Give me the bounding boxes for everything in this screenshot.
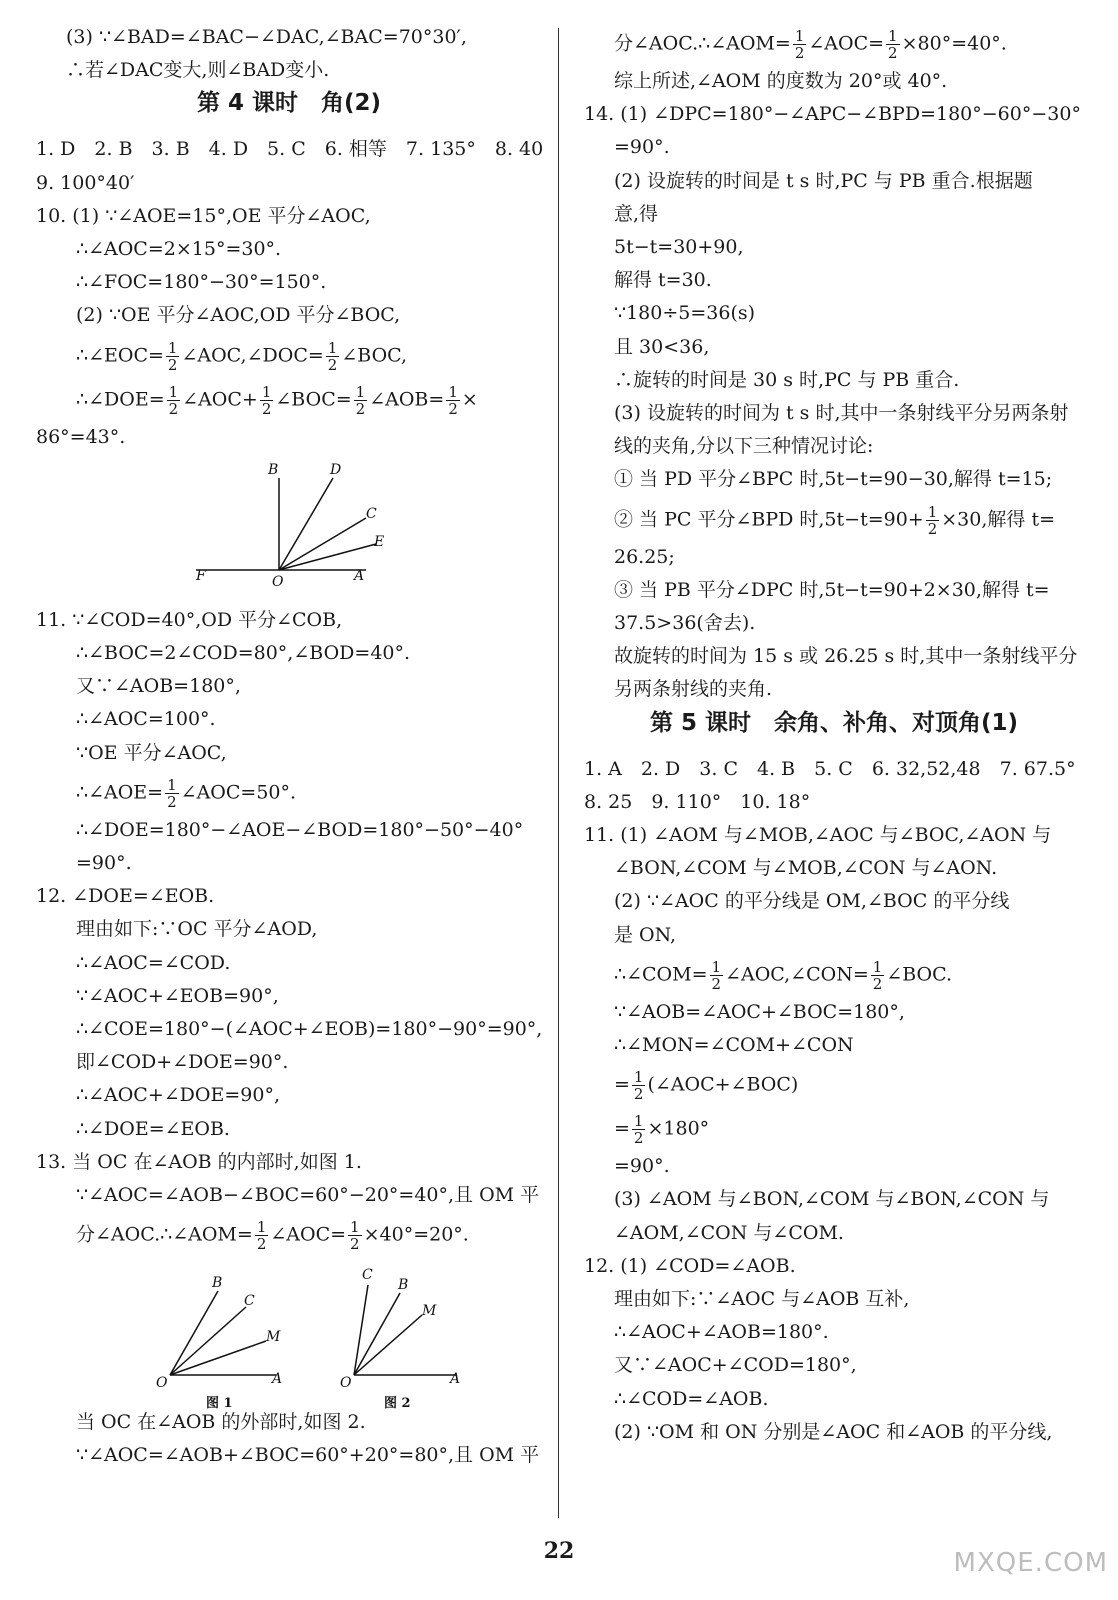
text-line: ∵OE 平分∠AOC,	[76, 741, 227, 764]
formula-line: ∴∠DOE= $\frac{1}{2}$ ∠AOC+ $\frac{1}{2}$ ∠BOC= $\frac{1}{2}$ ∠AOB= $\frac{1}{2}$ ×	[76, 382, 478, 418]
text-line: 13. 当 OC 在∠AOB 的内部时,如图 1.	[36, 1150, 362, 1173]
fraction: $\frac{1}{2}$	[927, 502, 938, 538]
text-line: (2) 设旋转的时间是 t s 时,PC 与 PB 重合.根据题	[614, 169, 1033, 192]
label-D: D	[330, 461, 342, 478]
text-line: ∴∠COE=180°−(∠AOC+∠EOB)=180°−90°=90°,	[76, 1018, 543, 1040]
fraction: $\frac{1}{2}$	[168, 382, 179, 418]
text-line: ∵180÷5=36(s)	[614, 302, 756, 325]
fraction: $\frac{1}{2}$	[872, 957, 883, 993]
text-line: 37.5>36(舍去).	[614, 612, 756, 634]
angle-figure-q10	[36, 456, 542, 586]
text-line: ∴∠AOC+∠AOB=180°.	[614, 1321, 829, 1344]
text-line: ∴若∠DAC变大,则∠BAD变小.	[66, 59, 330, 82]
text-line: ∴∠MON=∠COM+∠CON	[614, 1034, 854, 1056]
text-line: =90°.	[614, 136, 670, 159]
text-line: 14. (1) ∠DPC=180°−∠APC−∠BPD=180°−60°−30°	[584, 103, 1081, 126]
fraction: $\frac{1}{2}$	[355, 382, 366, 418]
fraction: $\frac{1}{2}$	[711, 957, 722, 993]
formula-line: 分∠AOC.∴∠AOM= $\frac{1}{2}$ ∠AOC= $\frac{1}{2}$ ×80°=40°.	[614, 27, 1007, 62]
text-line: ∴旋转的时间是 30 s 时,PC 与 PB 重合.	[614, 368, 960, 391]
text-line: 又∵∠AOC+∠COD=180°,	[614, 1354, 857, 1377]
fraction: $\frac{1}{2}$	[261, 382, 272, 418]
section-heading: 第 4 课时 角(2)	[196, 90, 382, 117]
text-line: ∴∠DOE=∠EOB.	[76, 1117, 230, 1140]
watermark: MXQE.COM	[953, 1548, 1108, 1578]
formula-line: ∴∠COM= $\frac{1}{2}$ ∠AOC,∠CON= $\frac{1}{2}$ ∠BOC.	[614, 957, 953, 993]
page-number: 22	[543, 1538, 575, 1564]
text-line: (3) 设旋转的时间为 t s 时,其中一条射线平分另两条射	[614, 402, 1069, 424]
text-line: 5t−t=30+90,	[614, 236, 744, 258]
text-line: ∴∠FOC=180°−30°=150°.	[76, 271, 327, 294]
svg-text:B: B	[212, 1275, 223, 1292]
text-line: 10. (1) ∵∠AOE=15°,OE 平分∠AOC,	[36, 204, 371, 227]
text-line: ③ 当 PB 平分∠DPC 时,5t−t=90+2×30,解得 t=	[614, 578, 1050, 601]
formula-line: ∴∠AOE= $\frac{1}{2}$ ∠AOC=50°.	[76, 775, 297, 811]
fraction: $\frac{1}{2}$	[633, 1112, 644, 1148]
answer-line: 1. A 2. D 3. C 4. B 5. C 6. 32,52,48 7. 67.5°	[584, 757, 1076, 780]
fraction: $\frac{1}{2}$	[633, 1068, 644, 1104]
text-line: ∵∠AOC=∠AOB+∠BOC=60°+20°=80°,且 OM 平	[76, 1444, 540, 1467]
fraction: $\frac{1}{2}$	[794, 27, 805, 62]
fraction: $\frac{1}{2}$	[256, 1218, 267, 1254]
svg-text:C: C	[244, 1293, 255, 1310]
text-line: ∵∠AOC=∠AOB−∠BOC=60°−20°=40°,且 OM 平	[76, 1184, 540, 1206]
svg-text:O: O	[340, 1375, 352, 1392]
text-line: ∴∠BOC=2∠COD=80°,∠BOD=40°.	[76, 642, 411, 664]
label-C: C	[366, 505, 377, 522]
text-line: (3) ∵∠BAD=∠BAC−∠DAC,∠BAC=70°30′,	[66, 26, 467, 48]
text-line: 又∵∠AOB=180°,	[76, 675, 241, 698]
section-heading: 第 5 课时 余角、补角、对顶角(1)	[649, 709, 1019, 736]
formula-line: ∴∠EOC= $\frac{1}{2}$ ∠AOC,∠DOC= $\frac{1}{2}$ ∠BOC,	[76, 338, 408, 374]
text-line: 线的夹角,分以下三种情况讨论:	[614, 435, 874, 458]
text-line: 综上所述,∠AOM 的度数为 20°或 40°.	[614, 70, 948, 92]
fraction: $\frac{1}{2}$	[448, 382, 458, 418]
label-A: A	[354, 567, 365, 584]
text-line: 12. (1) ∠COD=∠AOB.	[584, 1254, 796, 1277]
figure-caption: 图 1	[206, 1396, 233, 1412]
text-line: 11. ∵∠COD=40°,OD 平分∠COB,	[36, 608, 343, 631]
figure-caption: 图 2	[384, 1396, 411, 1412]
text-line: ∴∠COD=∠AOB.	[614, 1387, 769, 1410]
text-line: ∴∠AOC=100°.	[76, 708, 216, 731]
fraction: $\frac{1}{2}$	[327, 338, 338, 374]
svg-text:M: M	[266, 1329, 281, 1346]
text-line: (2) ∵OE 平分∠AOC,OD 平分∠BOC,	[76, 304, 401, 327]
text-line: (2) ∵∠AOC 的平分线是 OM,∠BOC 的平分线	[614, 890, 1010, 913]
svg-text:A: A	[450, 1371, 461, 1388]
text-line: 理由如下:∵OC 平分∠AOD,	[76, 918, 318, 941]
formula-line: = $\frac{1}{2}$ ×180°	[614, 1112, 710, 1148]
text-line: ∴∠AOC=2×15°=30°.	[76, 238, 282, 260]
text-line: 11. (1) ∠AOM 与∠MOB,∠AOC 与∠BOC,∠AON 与	[584, 824, 1052, 846]
fraction: $\frac{1}{2}$	[350, 1218, 360, 1254]
label-B: B	[268, 461, 279, 478]
text-line: ∵∠AOC+∠EOB=90°,	[76, 984, 279, 1007]
svg-text:B: B	[398, 1277, 409, 1294]
svg-text:M: M	[422, 1303, 437, 1320]
svg-text:O: O	[156, 1375, 168, 1392]
formula-line: = $\frac{1}{2}$ (∠AOC+∠BOC)	[614, 1068, 799, 1104]
svg-text:C: C	[362, 1267, 373, 1284]
text-line: ∠AOM,∠CON 与∠COM.	[614, 1221, 844, 1244]
text-line: 86°=43°.	[36, 425, 126, 448]
answer-line: 9. 100°40′	[36, 171, 135, 194]
text-line: ∠BON,∠COM 与∠MOB,∠CON 与∠AON.	[614, 857, 998, 880]
text-line: 即∠COD+∠DOE=90°.	[76, 1051, 289, 1074]
fraction: $\frac{1}{2}$	[167, 775, 177, 811]
text-line: (2) ∵OM 和 ON 分别是∠AOC 和∠AOB 的平分线,	[614, 1420, 1053, 1443]
text-line: 且 30<36,	[614, 335, 710, 358]
column-divider	[558, 28, 559, 1518]
text-line: =90°.	[614, 1155, 670, 1178]
text-line: ∴∠DOE=180°−∠AOE−∠BOD=180°−50°−40°	[76, 818, 524, 841]
text-line: 意,得	[614, 202, 659, 225]
answer-line: 8. 25 9. 110° 10. 18°	[584, 790, 811, 813]
text-line: =90°.	[76, 852, 132, 874]
text-line: 另两条射线的夹角.	[614, 678, 773, 701]
text-line: ∴∠AOC+∠DOE=90°,	[76, 1084, 280, 1107]
text-line: (3) ∠AOM 与∠BON,∠COM 与∠BON,∠CON 与	[614, 1188, 1050, 1211]
fraction: $\frac{1}{2}$	[888, 27, 898, 62]
text-line: 是 ON,	[614, 923, 677, 946]
svg-text:A: A	[272, 1371, 283, 1388]
text-line: 解得 t=30.	[614, 269, 712, 292]
text-line: ① 当 PD 平分∠BPC 时,5t−t=90−30,解得 t=15;	[614, 468, 1053, 491]
formula-line: 分∠AOC.∴∠AOM= $\frac{1}{2}$ ∠AOC= $\frac{1}{2}$ ×40°=20°.	[76, 1218, 469, 1254]
formula-line: ② 当 PC 平分∠BPD 时,5t−t=90+ $\frac{1}{2}$ ×30,解得 t=	[614, 502, 1055, 538]
angle-figure-2	[336, 1263, 536, 1413]
text-line: 当 OC 在∠AOB 的外部时,如图 2.	[76, 1411, 366, 1434]
fraction: $\frac{1}{2}$	[167, 338, 178, 374]
label-E: E	[374, 533, 385, 550]
text-line: ∴∠AOC=∠COD.	[76, 951, 231, 974]
text-line: 12. ∠DOE=∠EOB.	[36, 885, 215, 908]
label-O: O	[272, 573, 284, 586]
text-line: 理由如下:∵∠AOC 与∠AOB 互补,	[614, 1288, 910, 1310]
text-line: 26.25;	[614, 545, 675, 568]
label-F: F	[196, 567, 206, 584]
answer-line: 1. D 2. B 3. B 4. D 5. C 6. 相等 7. 135° 8. 40	[36, 138, 544, 161]
text-line: 故旋转的时间为 15 s 或 26.25 s 时,其中一条射线平分	[614, 645, 1078, 668]
text-line: ∵∠AOB=∠AOC+∠BOC=180°,	[614, 1000, 905, 1023]
